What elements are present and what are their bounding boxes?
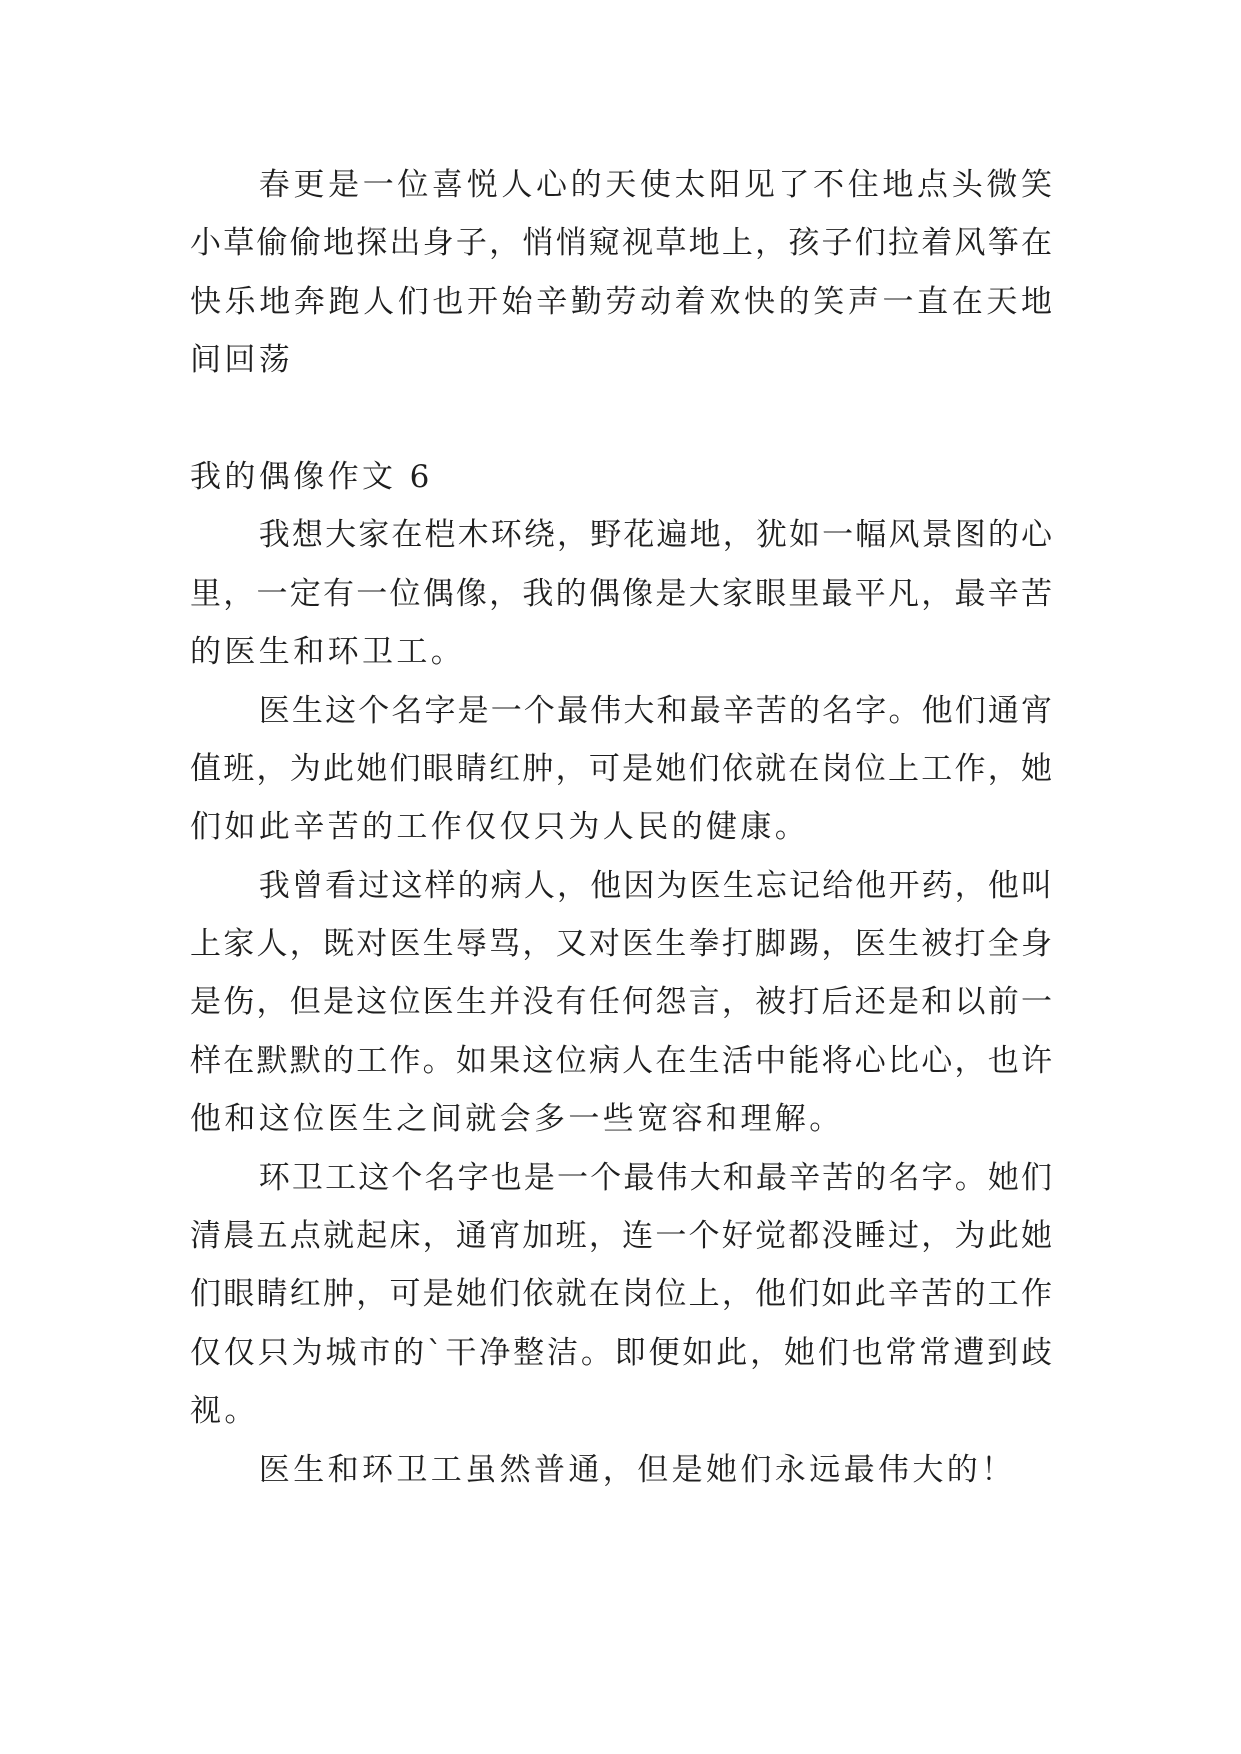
text-line: 快乐地奔跑人们也开始辛勤劳动着欢快的笑声一直在天地 xyxy=(190,283,1052,320)
text-line: 的医生和环卫工。 xyxy=(190,634,466,671)
text-line: 清晨五点就起床，通宵加班，连一个好觉都没睡过，为此她 xyxy=(190,1218,1052,1255)
text-line: 小草偷偷地探出身子，悄悄窥视草地上，孩子们拉着风筝在 xyxy=(190,225,1052,262)
text-line: 医生这个名字是一个最伟大和最辛苦的名字。他们通宵 xyxy=(258,692,1052,729)
text-line: 们眼睛红肿，可是她们依就在岗位上，他们如此辛苦的工作 xyxy=(190,1276,1052,1313)
text-line: 们如此辛苦的工作仅仅只为人民的健康。 xyxy=(190,809,810,846)
paragraph-sanitation-worker xyxy=(190,1149,1052,1441)
text-line: 上家人，既对医生辱骂，又对医生拳打脚踢，医生被打全身 xyxy=(190,926,1052,963)
text-line: 春更是一位喜悦人心的天使太阳见了不住地点头微笑 xyxy=(258,167,1052,203)
section-title: 我的偶像作文 6 xyxy=(190,458,433,495)
text-line: 仅仅只为城市的`干净整洁。即便如此，她们也常常遭到歧 xyxy=(190,1334,1052,1371)
blank-line xyxy=(190,390,1052,448)
paragraph-spring xyxy=(190,156,1052,390)
text-line: 我曾看过这样的病人，他因为医生忘记给他开药，他叫 xyxy=(258,867,1052,904)
paragraph-doctor xyxy=(190,682,1052,857)
text-line: 值班，为此她们眼睛红肿，可是她们依就在岗位上工作，她 xyxy=(190,750,1052,787)
text-line: 他和这位医生之间就会多一些宽容和理解。 xyxy=(190,1101,844,1138)
paragraph-intro xyxy=(190,506,1052,681)
text-line: 环卫工这个名字也是一个最伟大和最辛苦的名字。她们 xyxy=(258,1159,1052,1196)
text-line: 视。 xyxy=(190,1393,259,1430)
paragraph-conclusion xyxy=(190,1441,1052,1499)
document-body xyxy=(190,156,1052,1499)
text-line: 我想大家在桤木环绕，野花遍地，犹如一幅风景图的心 xyxy=(258,517,1052,554)
text-line: 里，一定有一位偶像，我的偶像是大家眼里最平凡，最辛苦 xyxy=(190,575,1052,612)
paragraph-patient xyxy=(190,857,1052,1149)
text-line: 样在默默的工作。如果这位病人在生活中能将心比心，也许 xyxy=(190,1042,1052,1079)
text-line: 医生和环卫工虽然普通，但是她们永远最伟大的！ xyxy=(258,1451,1016,1488)
text-line: 是伤，但是这位医生并没有任何怨言，被打后还是和以前一 xyxy=(190,984,1052,1021)
text-line: 间回荡 xyxy=(190,342,294,379)
